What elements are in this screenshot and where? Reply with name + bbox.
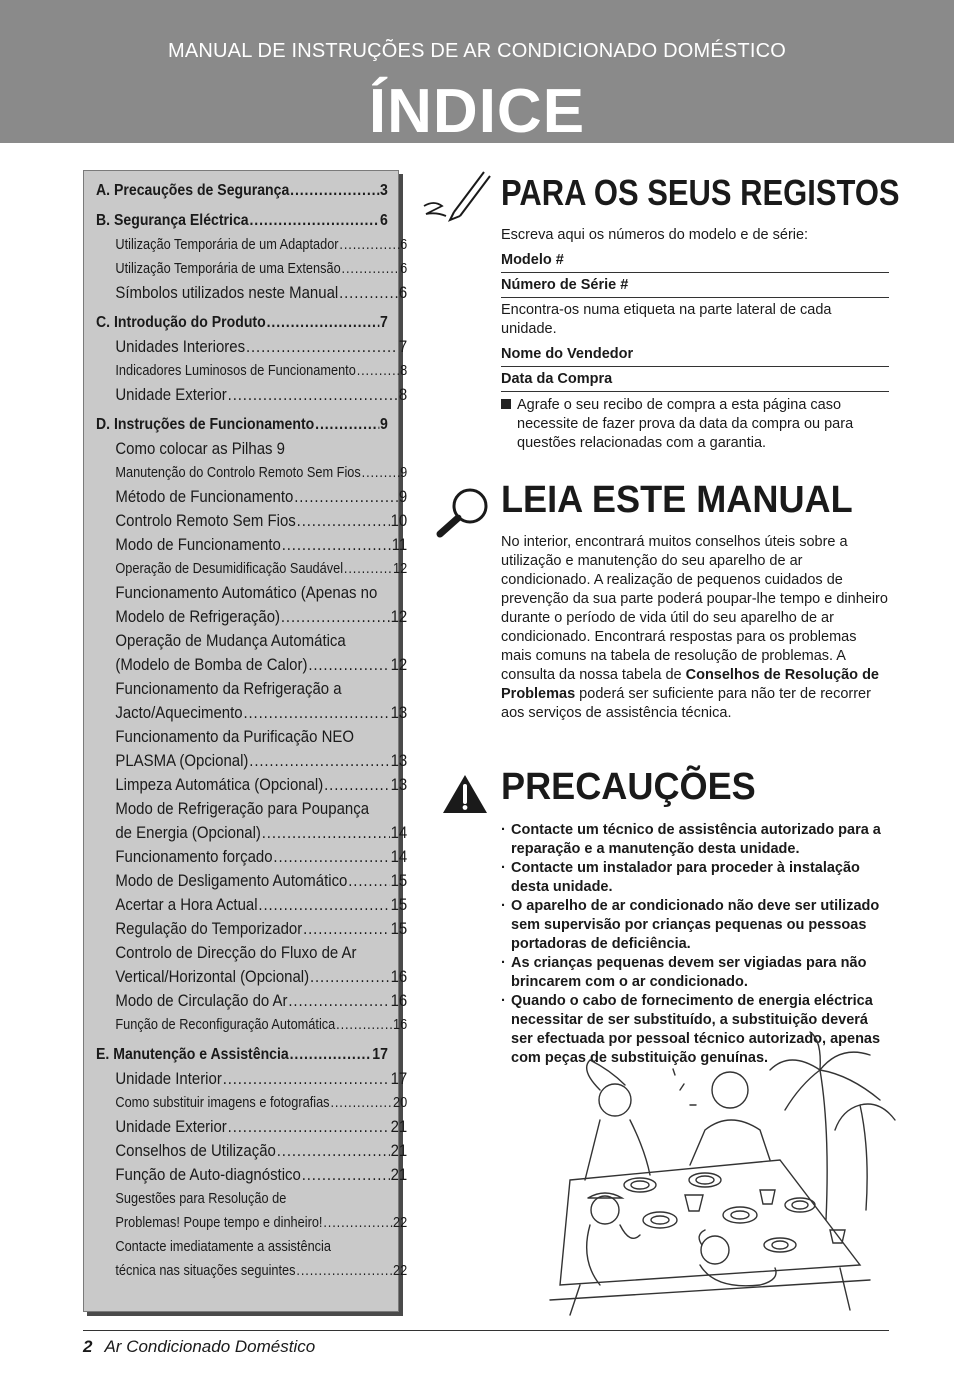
toc-entry-title: C. Introdução do Produto xyxy=(96,314,266,331)
toc-page-number: 16 xyxy=(390,991,408,1010)
toc-entry-title: Acertar a Hora Actual xyxy=(115,895,258,914)
manual-subtitle: MANUAL DE INSTRUÇÕES DE AR CONDICIONADO DOMÉSTICO xyxy=(167,40,786,62)
toc-dot-leader xyxy=(277,1139,390,1163)
toc-entry-title: Unidade Interior xyxy=(115,1069,222,1088)
footer-divider xyxy=(83,1330,889,1331)
toc-entry[interactable] xyxy=(96,605,407,629)
toc-dot-leader xyxy=(302,1163,390,1187)
toc-entry[interactable] xyxy=(96,461,407,485)
toc-section[interactable] xyxy=(96,311,388,335)
toc-entry-title: Modo de Funcionamento xyxy=(115,535,281,554)
toc-entry-title: Sugestões para Resolução de xyxy=(115,1191,287,1207)
magnifier-icon xyxy=(434,484,494,540)
square-bullet-icon xyxy=(501,399,511,409)
footer-text: Ar Condicionado Doméstico xyxy=(104,1337,316,1356)
toc-entry[interactable] xyxy=(96,725,407,749)
toc-entry-title: Como colocar as Pilhas 9 xyxy=(115,439,285,458)
page-footer xyxy=(83,1337,315,1357)
toc-entry-title: (Modelo de Bomba de Calor) xyxy=(115,655,308,674)
toc-entry[interactable] xyxy=(96,845,407,869)
toc-dot-leader xyxy=(324,773,390,797)
purchase-date-field[interactable]: Data da Compra xyxy=(501,369,889,392)
toc-dot-leader xyxy=(315,413,379,437)
toc-page-number: 9 xyxy=(380,416,388,433)
toc-page-number: 21 xyxy=(390,1141,408,1160)
toc-dot-leader xyxy=(323,1211,392,1235)
toc-entry[interactable] xyxy=(96,821,407,845)
toc-entry[interactable] xyxy=(96,1259,407,1283)
toc-entry-title: Controlo de Direcção do Fluxo de Ar xyxy=(115,943,357,962)
toc-page-number: 15 xyxy=(390,871,408,890)
records-title: PARA OS SEUS REGISTOS xyxy=(501,172,900,213)
toc-page-number: 6 xyxy=(398,283,408,302)
toc-entry-title: Funcionamento Automático (Apenas no xyxy=(115,583,378,602)
toc-dot-leader xyxy=(362,461,400,485)
toc-page-number: 8 xyxy=(400,363,408,379)
toc-entry-title: Utilização Temporária de um Adaptador xyxy=(115,237,339,253)
toc-entry-title: de Energia (Opcional) xyxy=(115,823,261,842)
toc-page-number: 22 xyxy=(393,1263,408,1279)
toc-entry[interactable] xyxy=(96,701,407,725)
toc-entry[interactable] xyxy=(96,281,407,305)
model-number-field[interactable]: Modelo # xyxy=(501,250,889,273)
toc-dot-leader xyxy=(310,965,390,989)
toc-dot-leader xyxy=(288,989,389,1013)
toc-dot-leader xyxy=(348,869,389,893)
label-location-text: Encontra-os numa etiqueta na parte lateral de cada unidade. xyxy=(501,302,832,337)
precaution-item: · O aparelho de ar condicionado não deve ser utilizado sem supervisão por crianças pequenas ou pessoas portadoras de deficiência. xyxy=(501,897,889,954)
toc-entry-title: Conselhos de Utilização xyxy=(115,1141,276,1160)
toc-entry[interactable] xyxy=(96,917,407,941)
toc-entry[interactable] xyxy=(96,383,407,407)
toc-entry-title: Modo de Circulação do Ar xyxy=(115,991,288,1010)
toc-entry[interactable] xyxy=(96,233,407,257)
toc-entry-title: Regulação do Temporizador xyxy=(115,919,303,938)
toc-section[interactable] xyxy=(96,209,388,233)
toc-entry[interactable] xyxy=(96,965,407,989)
toc-entry[interactable] xyxy=(96,509,407,533)
toc-page-number: 21 xyxy=(390,1117,408,1136)
precaution-item: · As crianças pequenas devem ser vigiadas para não brincarem com o ar condicionado. xyxy=(501,954,889,992)
toc-dot-leader xyxy=(290,179,379,203)
toc-entry[interactable] xyxy=(96,1235,407,1259)
toc-entry[interactable] xyxy=(96,1091,407,1115)
toc-entry[interactable] xyxy=(96,1163,407,1187)
toc-dot-leader xyxy=(249,209,379,233)
warning-icon xyxy=(441,772,489,816)
toc-entry-title: Jacto/Aquecimento xyxy=(115,703,243,722)
toc-dot-leader xyxy=(282,533,391,557)
picnic-illustration xyxy=(530,1030,900,1325)
toc-entry[interactable] xyxy=(96,581,407,605)
toc-page-number: 13 xyxy=(390,751,408,770)
toc-entry[interactable] xyxy=(96,533,407,557)
toc-dot-leader xyxy=(357,359,400,383)
toc-entry[interactable] xyxy=(96,1211,407,1235)
precautions-title: PRECAUÇÕES xyxy=(501,766,756,808)
toc-dot-leader xyxy=(258,893,389,917)
toc-entry[interactable] xyxy=(96,359,407,383)
toc-page-number: 9 xyxy=(400,465,408,481)
toc-entry-title: Função de Auto-diagnóstico xyxy=(115,1165,301,1184)
dealer-name-field[interactable]: Nome do Vendedor xyxy=(501,344,889,367)
toc-page-number: 16 xyxy=(390,967,408,986)
toc-section[interactable] xyxy=(96,179,388,203)
toc-entry-title: A. Precauções de Segurança xyxy=(96,182,290,199)
toc-page-number: 9 xyxy=(398,487,408,506)
page-title: ÍNDICE xyxy=(368,77,586,146)
toc-dot-leader xyxy=(290,1043,372,1067)
toc-dot-leader xyxy=(267,311,380,335)
toc-entry[interactable] xyxy=(96,437,407,461)
read-manual-title: LEIA ESTE MANUAL xyxy=(501,479,853,521)
toc-page-number: 13 xyxy=(390,775,408,794)
toc-entry-title: Controlo Remoto Sem Fios xyxy=(115,511,296,530)
toc-entry[interactable] xyxy=(96,773,407,797)
toc-dot-leader xyxy=(342,257,400,281)
toc-entry[interactable] xyxy=(96,629,407,653)
toc-page-number: 3 xyxy=(380,182,388,199)
toc-entry-title: Indicadores Luminosos de Funcionamento xyxy=(115,363,356,379)
toc-dot-leader xyxy=(308,653,389,677)
toc-entry-title: Contacte imediatamente a assistência xyxy=(115,1239,331,1255)
toc-dot-leader xyxy=(330,1091,392,1115)
toc-entry-title: Problemas! Poupe tempo e dinheiro! xyxy=(115,1215,323,1231)
toc-page-number: 16 xyxy=(393,1017,408,1033)
toc-page-number: 6 xyxy=(400,261,408,277)
toc-entry[interactable] xyxy=(96,485,407,509)
toc-page-number: 10 xyxy=(390,511,408,530)
toc-dot-leader xyxy=(281,605,390,629)
toc-page-number: 7 xyxy=(398,337,408,356)
toc-dot-leader xyxy=(262,821,390,845)
toc-page-number: 17 xyxy=(372,1046,388,1063)
precaution-item: · Contacte um técnico de assistência autorizado para a reparação e a manutenção desta unidade. xyxy=(501,821,889,859)
toc-entry[interactable] xyxy=(96,1067,407,1091)
toc-page-number: 17 xyxy=(390,1069,408,1088)
toc-entry-title: Utilização Temporária de uma Extensão xyxy=(115,261,341,277)
toc-page-number: 8 xyxy=(398,385,408,404)
toc-dot-leader xyxy=(336,1013,392,1037)
toc-entry-title: Modelo de Refrigeração) xyxy=(115,607,281,626)
records-intro: Escreva aqui os números do modelo e de série: xyxy=(501,227,809,243)
page-number: 2 xyxy=(83,1337,93,1356)
page-header xyxy=(0,0,954,146)
toc-entry-title: E. Manutenção e Assistência xyxy=(96,1046,289,1063)
toc-entry[interactable] xyxy=(96,557,407,581)
receipt-note: Agrafe o seu recibo de compra a esta página caso necessite de fazer prova da data da compra ou para questões relacionadas com a garantia. xyxy=(501,396,889,453)
toc-entry-title: PLASMA (Opcional) xyxy=(115,751,249,770)
toc-entry[interactable] xyxy=(96,1187,407,1211)
toc-entry[interactable] xyxy=(96,677,407,701)
toc-entry-title: Funcionamento da Refrigeração a xyxy=(115,679,342,698)
toc-dot-leader xyxy=(339,233,399,257)
toc-list xyxy=(96,179,408,1283)
toc-entry[interactable] xyxy=(96,869,407,893)
toc-dot-leader xyxy=(273,845,389,869)
toc-page-number: 20 xyxy=(393,1095,408,1111)
toc-section[interactable] xyxy=(96,413,388,437)
toc-page-number: 15 xyxy=(390,919,408,938)
toc-dot-leader xyxy=(303,917,390,941)
toc-dot-leader xyxy=(228,383,398,407)
toc-dot-leader xyxy=(339,281,398,305)
toc-entry-title: Operação de Mudança Automática xyxy=(115,631,346,650)
toc-entry-title: D. Instruções de Funcionamento xyxy=(96,416,315,433)
toc-dot-leader xyxy=(344,557,392,581)
pen-icon xyxy=(420,168,492,226)
toc-page-number: 21 xyxy=(390,1165,408,1184)
toc-entry-title: Unidade Exterior xyxy=(115,385,227,404)
toc-dot-leader xyxy=(223,1067,390,1091)
toc-entry-title: Funcionamento da Purificação NEO xyxy=(115,727,355,746)
toc-page-number: 7 xyxy=(380,314,388,331)
toc-dot-leader xyxy=(243,701,389,725)
toc-dot-leader xyxy=(297,509,390,533)
toc-entry-title: Operação de Desumidificação Saudável xyxy=(115,561,344,577)
toc-entry[interactable] xyxy=(96,1115,407,1139)
toc-entry-title: Como substituir imagens e fotografias xyxy=(115,1095,330,1111)
precaution-item: · Quando o cabo de fornecimento de energia eléctrica necessitar de ser substituído, a substituição deverá ser efectuada por pessoal técnico autorizado, apenas com peças de substituição genuínas. xyxy=(501,992,889,1068)
toc-page-number: 12 xyxy=(393,561,408,577)
toc-dot-leader xyxy=(294,485,398,509)
toc-page-number: 15 xyxy=(390,895,408,914)
toc-dot-leader xyxy=(249,749,389,773)
toc-entry[interactable] xyxy=(96,989,407,1013)
toc-page-number: 12 xyxy=(390,607,408,626)
toc-entry-title: Unidades Interiores xyxy=(115,337,246,356)
toc-entry[interactable] xyxy=(96,1139,407,1163)
toc-page-number: 6 xyxy=(400,237,408,253)
toc-page-number: 12 xyxy=(390,655,408,674)
toc-page-number: 14 xyxy=(390,823,408,842)
toc-entry[interactable] xyxy=(96,941,407,965)
toc-entry[interactable] xyxy=(96,257,407,281)
toc-entry[interactable] xyxy=(96,797,407,821)
toc-entry-title: Modo de Desligamento Automático xyxy=(115,871,348,890)
toc-entry-title: Função de Reconfiguração Automática xyxy=(115,1017,336,1033)
toc-entry[interactable] xyxy=(96,653,407,677)
precaution-item: · Contacte um instalador para proceder à instalação desta unidade. xyxy=(501,859,889,897)
toc-dot-leader xyxy=(296,1259,392,1283)
toc-entry[interactable] xyxy=(96,893,407,917)
toc-entry-title: Limpeza Automática (Opcional) xyxy=(115,775,324,794)
toc-entry-title: Símbolos utilizados neste Manual xyxy=(115,283,339,302)
toc-page-number: 6 xyxy=(380,212,388,229)
toc-entry-title: Modo de Refrigeração para Poupança xyxy=(115,799,370,818)
toc-page-number: 11 xyxy=(391,535,408,554)
toc-page-number: 13 xyxy=(390,703,408,722)
toc-page-number: 14 xyxy=(390,847,408,866)
table-of-contents xyxy=(83,170,408,1312)
toc-entry-title: B. Segurança Eléctrica xyxy=(96,212,249,229)
toc-entry-title: Unidade Exterior xyxy=(115,1117,227,1136)
toc-section[interactable] xyxy=(96,1043,388,1067)
toc-dot-leader xyxy=(246,335,398,359)
toc-entry[interactable] xyxy=(96,749,407,773)
toc-entry[interactable] xyxy=(96,335,407,359)
toc-page-number: 22 xyxy=(393,1215,408,1231)
toc-entry[interactable] xyxy=(96,1013,407,1037)
toc-entry-title: técnica nas situações seguintes xyxy=(115,1263,296,1279)
read-manual-body: No interior, encontrará muitos conselhos úteis sobre a utilização e manutenção do seu aparelho de ar condicionado. A realização de pequenos cuidados de prevenção da sua parte poderá poupar-lhe tempo e dinheiro durante o período de vida útil do seu aparelho de ar condicionado. Encontrará respostas para os problemas mais comuns na tabela de resolução de problemas. A consulta da nossa tabela de Conselhos de Resolução de Problemas poderá ser suficiente para não ter de recorrer aos serviços de assistência técnica. xyxy=(501,534,888,721)
toc-entry-title: Funcionamento forçado xyxy=(115,847,273,866)
serial-number-field[interactable]: Número de Série # xyxy=(501,275,889,298)
toc-entry-title: Método de Funcionamento xyxy=(115,487,294,506)
toc-entry-title: Vertical/Horizontal (Opcional) xyxy=(115,967,310,986)
toc-dot-leader xyxy=(228,1115,390,1139)
toc-entry-title: Manutenção do Controlo Remoto Sem Fios xyxy=(115,465,361,481)
